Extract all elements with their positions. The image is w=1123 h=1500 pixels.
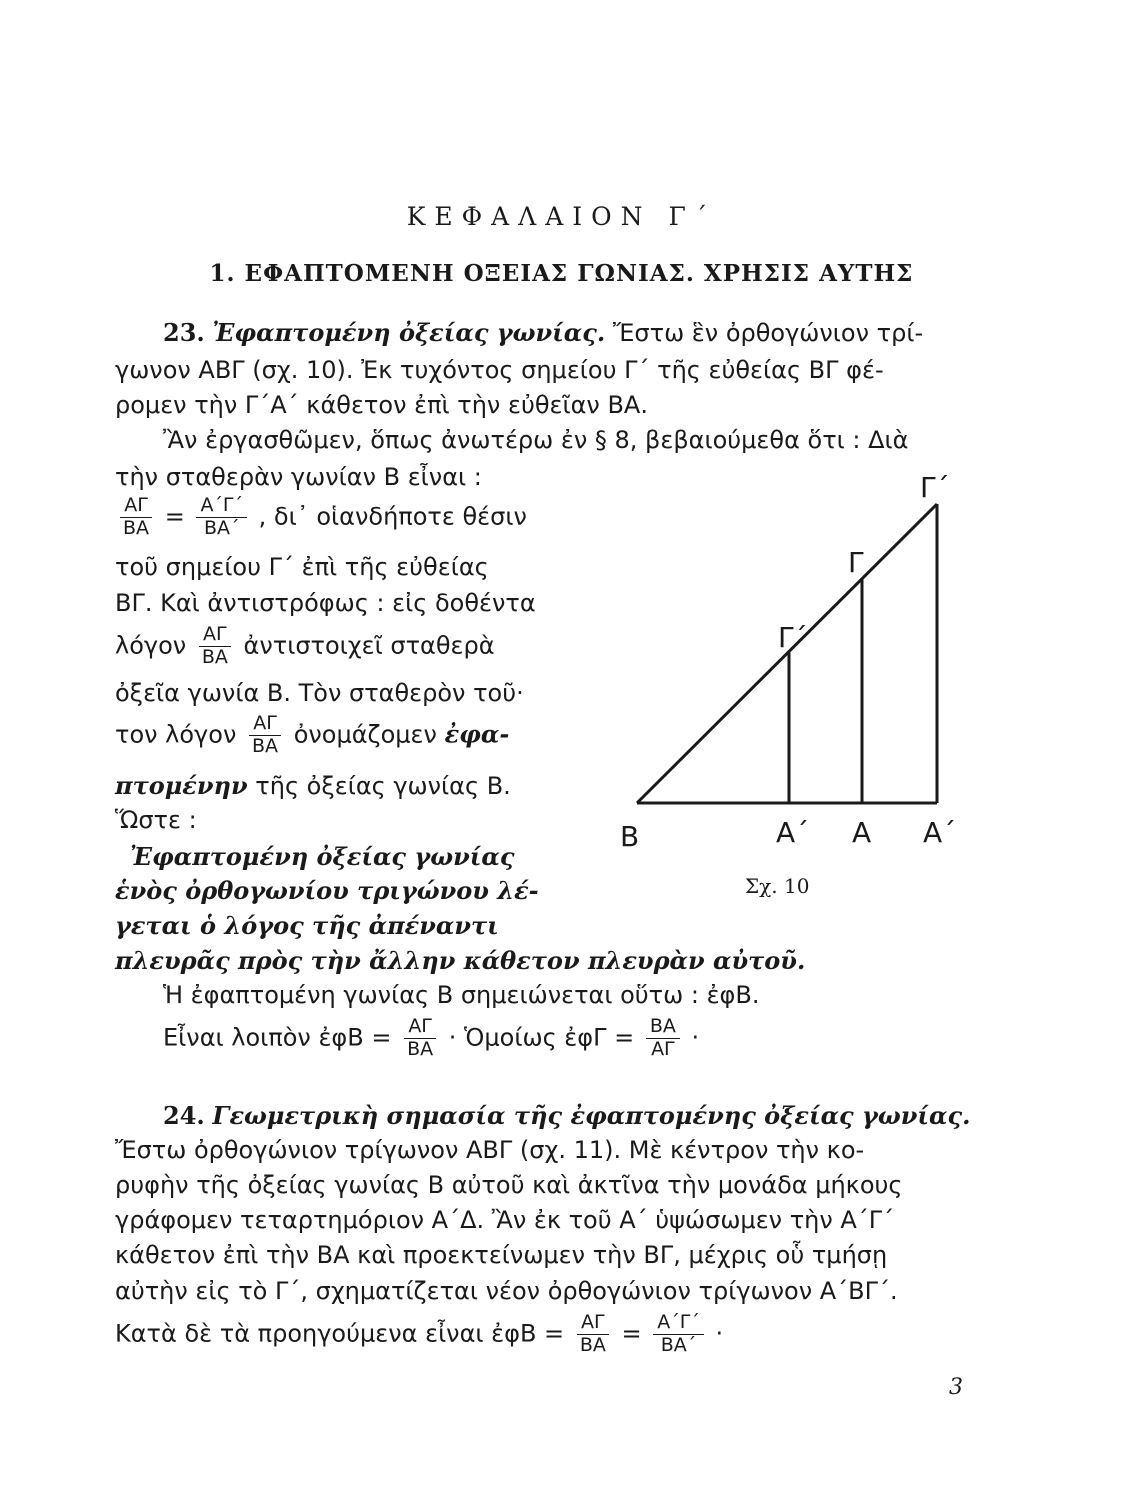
- p23-line-7: τοῦ σημείου Γ΄ ἐπὶ τῆς εὐθείας: [115, 553, 489, 581]
- definition-line-4: πλευρᾶς πρὸς τὴν ἄλλην κάθετον πλευρὰν αὐτοῦ.: [115, 946, 806, 975]
- p24-heading: Γεωμετρικὴ σημασία τῆς ἐφαπτομένης ὀξείας γωνίας.: [212, 1101, 971, 1130]
- fraction: $\frac{A\Gamma}{BA}$: [403, 1017, 437, 1060]
- label-G: Γ: [848, 546, 864, 579]
- p23-line-9: λόγον $\frac{A\Gamma}{BA}$ ἀντιστοιχεῖ σταθερὰ: [115, 623, 495, 668]
- p24-line-4: κάθετον ἐπὶ τὴν ΒΑ καὶ προεκτείνωμεν τὴν ΒΓ, μέχρις οὗ τμήσῃ: [115, 1241, 888, 1269]
- label-A: Α: [852, 816, 872, 849]
- p24-line-3: γράφομεν τεταρτημόριον Α΄Δ. Ἂν ἐκ τοῦ Α΄ ὑψώσωμεν τὴν Α΄Γ΄: [115, 1206, 895, 1234]
- label-A-prime-2: Α΄: [923, 816, 957, 849]
- fraction: $\frac{A\Gamma}{BA}$: [198, 625, 232, 668]
- label-A-prime-1: Α΄: [776, 816, 810, 849]
- label-B: Β: [620, 820, 640, 853]
- fraction: $\frac{A\Gamma}{BA}$: [119, 496, 153, 539]
- p24-line-2: ρυφὴν τῆς ὀξείας γωνίας Β αὐτοῦ καὶ ἀκτῖνα τὴν μονάδα μήκους: [115, 1171, 903, 1199]
- p23-line-5: τὴν σταθερὰν γωνίαν Β εἶναι :: [115, 463, 482, 491]
- p24-number: 24.: [163, 1101, 205, 1130]
- fraction: $\frac{A΄\Gamma΄}{BA΄}$: [653, 1313, 704, 1356]
- p24-line-5: αὐτὴν εἰς τὸ Γ΄, σχηματίζεται νέον ὀρθογώνιον τρίγωνον Α΄ΒΓ΄.: [115, 1277, 898, 1305]
- notation-line: Ἡ ἐφαπτομένη γωνίας Β σημειώνεται οὕτω : ἐφΒ.: [163, 981, 760, 1009]
- chapter-heading: ΚΕΦΑΛΑΙΟΝ Γ΄: [406, 202, 717, 231]
- p23-number: 23.: [163, 318, 205, 347]
- p23-line-12: πτομένην τῆς ὀξείας γωνίας Β.: [115, 771, 511, 800]
- p24-heading-line: [163, 1101, 970, 1130]
- p23-line-10: ὀξεῖα γωνία Β. Τὸν σταθερὸν τοῦ·: [115, 679, 524, 707]
- p23-line-11: τον λόγον $\frac{A\Gamma}{BA}$ ὀνομάζομεν ἐφα-: [115, 712, 510, 757]
- fraction: $\frac{A\Gamma}{BA}$: [248, 714, 282, 757]
- p23-line-1: [163, 318, 923, 347]
- fraction: $\frac{A\Gamma}{BA}$: [576, 1313, 610, 1356]
- p23-text-1: Ἔστω ἓν ὀρθογώνιον τρί-: [612, 319, 924, 347]
- p23-line-13: Ὥστε :: [115, 806, 197, 834]
- fraction: $\frac{BA}{A\Gamma}$: [646, 1017, 680, 1060]
- page-number: 3: [949, 1375, 963, 1400]
- definition-line-3: γεται ὁ λόγος τῆς ἀπέναντι: [115, 911, 499, 940]
- p23-line-3: ρομεν τὴν Γ΄Α΄ κάθετον ἐπὶ τὴν εὐθεῖαν ΒΑ.: [115, 391, 648, 419]
- p24-line-1: Ἔστω ὀρθογώνιον τρίγωνον ΑΒΓ (σχ. 11). Μὲ κέντρον τὴν κο-: [115, 1136, 865, 1164]
- label-G-prime-1: Γ΄: [778, 621, 808, 654]
- section-title: 1. ΕΦΑΠΤΟΜΕΝΗ ΟΞΕΙΑΣ ΓΩΝΙΑΣ. ΧΡΗΣΙΣ ΑΥΤΗΣ: [209, 260, 914, 287]
- p24-formula: Κατὰ δὲ τὰ προηγούμενα εἶναι ἐφΒ = $\frac{A\Gamma}{BA}$ = $\frac{A΄\Gamma΄}{BA΄}$ ·: [115, 1311, 724, 1356]
- fraction: $\frac{A΄\Gamma΄}{BA΄}$: [196, 496, 247, 539]
- tangent-formula: Εἶναι λοιπὸν ἐφΒ = $\frac{A\Gamma}{BA}$ · Ὁμοίως ἐφΓ = $\frac{BA}{A\Gamma}$ ·: [163, 1015, 700, 1060]
- definition-line-2: ἑνὸς ὀρθογωνίου τριγώνου λέ-: [115, 876, 539, 905]
- p23-line-4: Ἂν ἐργασθῶμεν, ὅπως ἀνωτέρω ἐν § 8, βεβαιούμεθα ὅτι : Διὰ: [163, 426, 909, 454]
- p23-line-8: ΒΓ. Καὶ ἀντιστρόφως : εἰς δοθέντα: [115, 589, 536, 617]
- triangle-figure: [600, 462, 1000, 882]
- figure-caption: Σχ. 10: [745, 874, 810, 898]
- p23-line-2: γωνον ΑΒΓ (σχ. 10). Ἐκ τυχόντος σημείου Γ΄ τῆς εὐθείας ΒΓ φέ-: [115, 356, 884, 384]
- definition-line-1: Ἐφαπτομένη ὀξείας γωνίας: [130, 842, 515, 871]
- p23-equation-1: $\frac{A\Gamma}{BA}$ = $\frac{A΄\Gamma΄}{BA΄}$ , δι᾿ οἱανδήποτε θέσιν: [115, 496, 527, 539]
- label-G-prime-2: Γ΄: [920, 471, 950, 504]
- p23-heading: Ἐφαπτομένη ὀξείας γωνίας.: [212, 318, 606, 347]
